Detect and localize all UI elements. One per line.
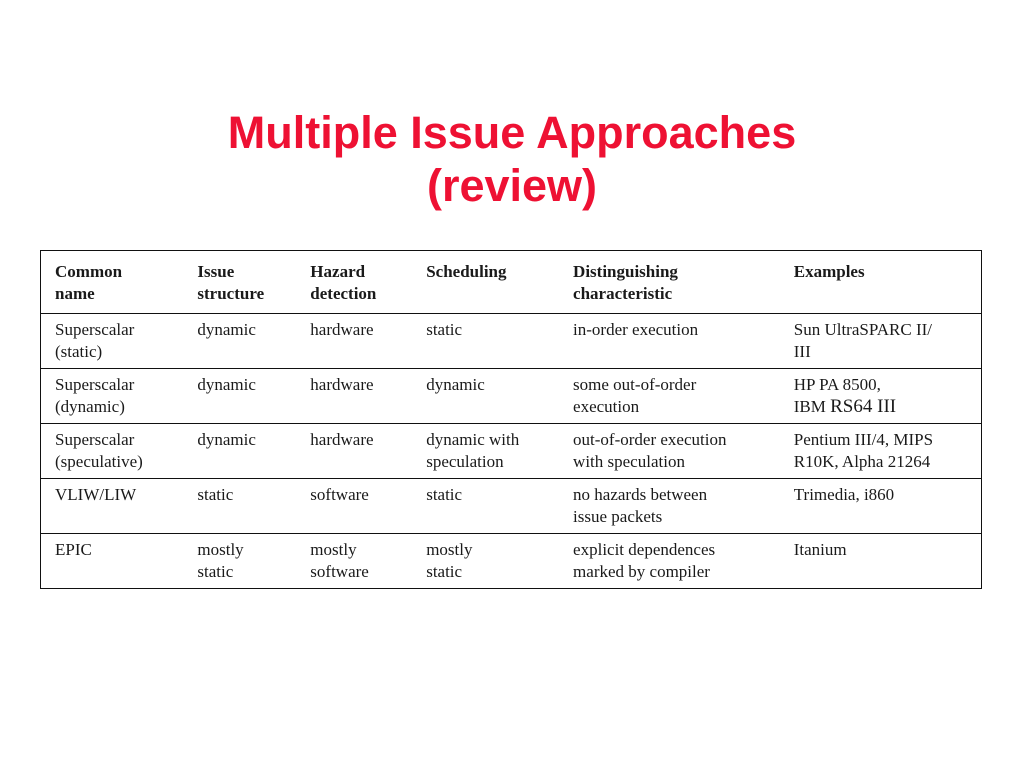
cell-scheduling: static	[412, 479, 559, 534]
examples-line-2-model: RS64 III	[830, 396, 897, 417]
cell-scheduling: mostly static	[426, 540, 473, 581]
slide-title-line-1: Multiple Issue Approaches	[227, 107, 797, 159]
cell-hazard-detection: hardware	[296, 314, 412, 369]
multiple-issue-table	[40, 250, 982, 589]
cell-characteristic: in-order execution	[559, 314, 780, 369]
header-distinguishing-characteristic: Distinguishing characteristic	[559, 251, 780, 314]
cell-common-name: EPIC	[55, 540, 92, 559]
examples-line-2-prefix: IBM	[793, 397, 831, 416]
cell-hazard-detection: software	[296, 479, 412, 534]
table-row	[41, 424, 982, 479]
cell-hazard-detection: mostly software	[310, 540, 369, 581]
cell-issue-structure: mostly static	[197, 540, 244, 581]
cell-characteristic: no hazards between issue packets	[559, 479, 780, 534]
cell-common-name: VLIW/LIW	[41, 479, 184, 534]
cell-common-name: Superscalar (speculative)	[41, 424, 184, 479]
header-hazard-detection: Hazard detection	[296, 251, 412, 314]
header-examples: Examples	[780, 251, 982, 314]
table-row	[41, 534, 982, 589]
slide-title-line-2: (review)	[426, 160, 598, 212]
examples-line-1: HP PA 8500,	[793, 375, 881, 394]
cell-examples: Sun UltraSPARC II/ III	[780, 314, 982, 369]
table-row	[41, 314, 982, 369]
cell-scheduling: dynamic with speculation	[412, 424, 559, 479]
cell-common-name: Superscalar (dynamic)	[41, 369, 184, 424]
table-row	[41, 369, 982, 424]
table-row	[41, 479, 982, 534]
cell-issue-structure: static	[183, 479, 296, 534]
cell-hazard-detection: hardware	[296, 369, 412, 424]
cell-scheduling: dynamic	[412, 369, 559, 424]
header-issue-structure: Issue structure	[183, 251, 296, 314]
slide-title	[0, 106, 1024, 212]
cell-scheduling: static	[412, 314, 559, 369]
cell-common-name: Superscalar (static)	[41, 314, 184, 369]
cell-issue-structure: dynamic	[183, 369, 296, 424]
header-common-name: Common name	[41, 251, 184, 314]
cell-issue-structure: dynamic	[183, 314, 296, 369]
cell-examples: Pentium III/4, MIPS R10K, Alpha 21264	[780, 424, 982, 479]
cell-issue-structure: dynamic	[183, 424, 296, 479]
cell-examples: Itanium	[793, 540, 847, 559]
cell-examples	[780, 369, 982, 424]
cell-characteristic: explicit dependences marked by compiler	[573, 540, 716, 581]
table-header-row	[41, 251, 982, 314]
cell-examples: Trimedia, i860	[780, 479, 982, 534]
header-scheduling: Scheduling	[412, 251, 559, 314]
cell-characteristic: out-of-order execution with speculation	[559, 424, 780, 479]
cell-characteristic: some out-of-order execution	[559, 369, 780, 424]
cell-hazard-detection: hardware	[296, 424, 412, 479]
